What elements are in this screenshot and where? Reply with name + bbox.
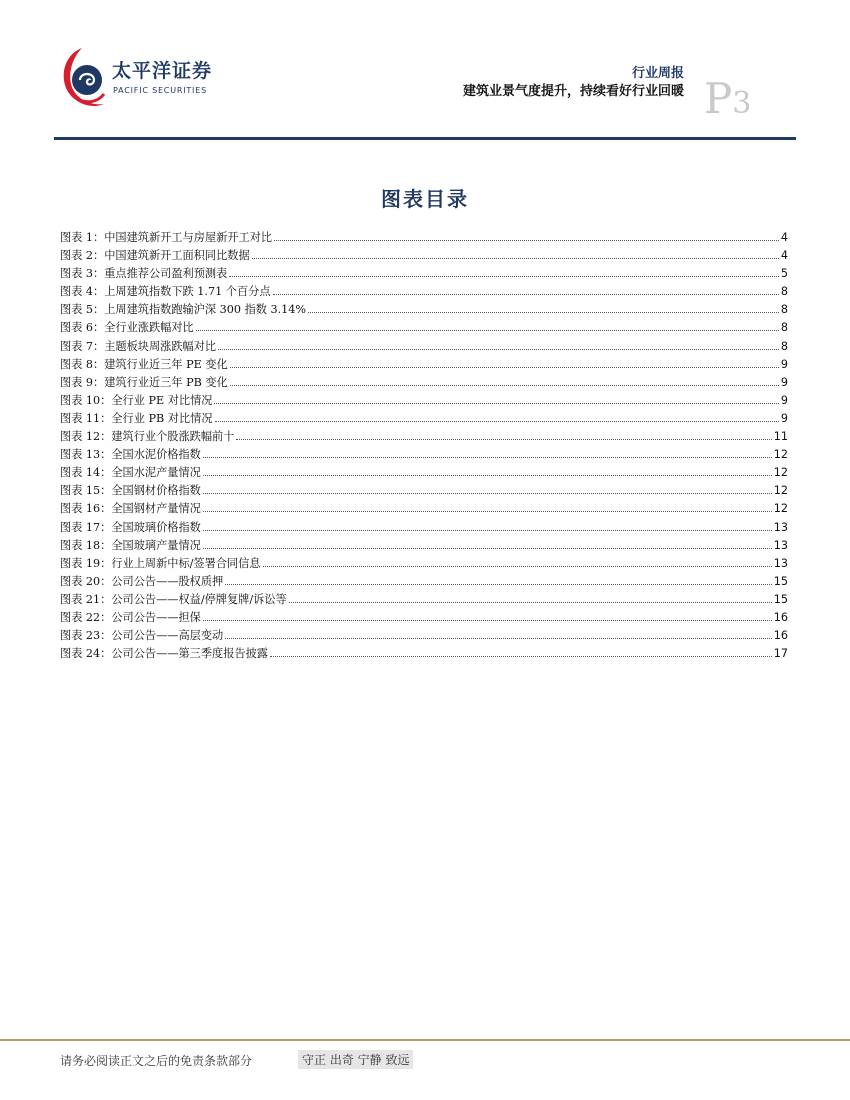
toc-entry-page: 12: [773, 502, 788, 516]
toc-entry-page: 13: [773, 520, 788, 534]
header-divider: [54, 137, 796, 140]
toc-entry[interactable]: [60, 264, 788, 282]
toc-entry[interactable]: [60, 554, 788, 572]
chart-index-list: [60, 228, 788, 662]
toc-entry-label: 图表 9：建筑行业近三年 PB 变化: [60, 375, 228, 389]
toc-entry-label: 图表 16：全国钢材产量情况: [60, 502, 201, 516]
toc-entry-label: 图表 8：建筑行业近三年 PE 变化: [60, 357, 228, 371]
toc-entry[interactable]: [60, 228, 788, 246]
toc-leader-dots: [203, 499, 772, 512]
toc-entry-label: 图表 12：建筑行业个股涨跌幅前十: [60, 430, 235, 444]
toc-entry-label: 图表 20：公司公告——股权质押: [60, 574, 224, 588]
toc-entry[interactable]: [60, 246, 788, 264]
toc-entry[interactable]: [60, 626, 788, 644]
toc-leader-dots: [225, 626, 772, 639]
toc-leader-dots: [214, 391, 778, 404]
toc-entry-label: 图表 3：重点推荐公司盈利预测表: [60, 267, 228, 281]
toc-leader-dots: [215, 409, 779, 422]
toc-leader-dots: [225, 572, 772, 585]
footer-disclaimer: 请务必阅读正文之后的免责条款部分: [60, 1054, 253, 1068]
page-letter: P: [704, 74, 733, 123]
toc-leader-dots: [270, 644, 772, 657]
toc-entry-page: 4: [780, 231, 788, 244]
toc-entry-label: 图表 18：全国玻璃产量情况: [60, 538, 201, 552]
toc-entry[interactable]: [60, 373, 788, 391]
toc-entry-label: 图表 5：上周建筑指数跑输沪深 300 指数 3.14%: [60, 303, 307, 317]
toc-entry-label: 图表 10：全行业 PE 对比情况: [60, 393, 213, 407]
toc-leader-dots: [229, 264, 779, 277]
toc-entry[interactable]: [60, 409, 788, 427]
toc-entry-label: 图表 6：全行业涨跌幅对比: [60, 321, 194, 335]
toc-entry[interactable]: [60, 427, 788, 445]
toc-entry-page: 4: [780, 249, 788, 263]
toc-leader-dots: [203, 518, 772, 531]
company-logo: [60, 44, 230, 112]
logo-english-name: PACIFIC SECURITIES: [113, 86, 207, 95]
page-number: [704, 74, 751, 123]
toc-entry-label: 图表 23：公司公告——高层变动: [60, 629, 224, 643]
toc-entry-page: 5: [780, 267, 788, 281]
toc-entry-label: 图表 2：中国建筑新开工面积同比数据: [60, 249, 250, 263]
toc-entry-page: 8: [780, 339, 788, 353]
toc-entry[interactable]: [60, 572, 788, 590]
toc-entry-page: 9: [780, 357, 788, 371]
toc-entry-label: 图表 7：主题板块周涨跌幅对比: [60, 339, 217, 353]
toc-entry-label: 图表 22：公司公告——担保: [60, 610, 201, 624]
toc-entry-label: 图表 15：全国钢材价格指数: [60, 484, 201, 498]
toc-title: 图表目录: [381, 187, 469, 211]
toc-entry-page: 9: [780, 393, 788, 407]
toc-entry[interactable]: [60, 590, 788, 608]
page-number-digit: 3: [732, 86, 752, 121]
report-title: 建筑业景气度提升，持续看好行业回暖: [462, 84, 684, 99]
toc-entry-label: 图表 21：公司公告——权益/停牌复牌/诉讼等: [60, 592, 287, 606]
toc-entry-page: 11: [773, 430, 788, 444]
toc-leader-dots: [203, 608, 772, 621]
toc-entry-label: 图表 13：全国水泥价格指数: [60, 448, 201, 462]
toc-entry[interactable]: [60, 463, 788, 481]
toc-leader-dots: [289, 590, 772, 603]
toc-leader-dots: [203, 445, 772, 458]
toc-entry-page: 9: [780, 411, 788, 425]
toc-leader-dots: [203, 536, 772, 549]
toc-entry[interactable]: [60, 391, 788, 409]
toc-entry-page: 13: [773, 538, 788, 552]
toc-entry[interactable]: [60, 355, 788, 373]
toc-entry[interactable]: [60, 300, 788, 318]
pacific-logo-icon: [60, 44, 110, 112]
toc-leader-dots: [273, 282, 779, 295]
toc-entry[interactable]: [60, 536, 788, 554]
toc-entry-page: 17: [773, 647, 788, 661]
toc-entry[interactable]: [60, 318, 788, 336]
toc-entry-label: 图表 17：全国玻璃价格指数: [60, 520, 201, 534]
toc-entry-label: 图表 24：公司公告——第三季度报告披露: [60, 647, 268, 661]
toc-entry[interactable]: [60, 644, 788, 662]
toc-entry-page: 16: [773, 610, 788, 624]
logo-chinese-name: 太平洋证券: [112, 60, 213, 82]
toc-entry-label: 图表 19：行业上周新中标/签署合同信息: [60, 556, 261, 570]
toc-entry-page: 8: [780, 303, 788, 317]
toc-leader-dots: [236, 427, 771, 440]
toc-entry[interactable]: [60, 481, 788, 499]
toc-entry[interactable]: [60, 337, 788, 355]
toc-entry-label: 图表 1：中国建筑新开工与房屋新开工对比: [60, 231, 273, 244]
toc-entry-page: 12: [773, 448, 788, 462]
toc-entry-page: 15: [773, 574, 788, 588]
toc-leader-dots: [230, 373, 779, 386]
toc-entry-label: 图表 14：全国水泥产量情况: [60, 466, 201, 480]
footer-divider: [0, 1039, 850, 1041]
toc-leader-dots: [218, 337, 779, 350]
toc-entry-page: 12: [773, 466, 788, 480]
toc-entry-page: 13: [773, 556, 788, 570]
toc-leader-dots: [274, 228, 779, 241]
toc-entry-label: 图表 11：全行业 PB 对比情况: [60, 411, 213, 425]
toc-entry-page: 12: [773, 484, 788, 498]
toc-leader-dots: [252, 246, 779, 259]
toc-leader-dots: [203, 463, 772, 476]
toc-entry[interactable]: [60, 282, 788, 300]
report-type: 行业周报: [631, 66, 684, 81]
toc-leader-dots: [196, 318, 779, 331]
toc-entry[interactable]: [60, 608, 788, 626]
toc-entry[interactable]: [60, 445, 788, 463]
toc-leader-dots: [263, 554, 772, 567]
toc-entry-page: 16: [773, 629, 788, 643]
toc-entry-label: 图表 4：上周建筑指数下跌 1.71 个百分点: [60, 285, 271, 299]
toc-entry[interactable]: [60, 518, 788, 536]
toc-leader-dots: [230, 355, 779, 368]
toc-leader-dots: [308, 300, 779, 313]
toc-entry-page: 8: [780, 285, 788, 299]
toc-entry-page: 9: [780, 375, 788, 389]
toc-entry-page: 8: [780, 321, 788, 335]
footer-motto: 守正 出奇 宁静 致远: [298, 1050, 413, 1069]
toc-leader-dots: [203, 481, 772, 494]
toc-entry-page: 15: [773, 592, 788, 606]
toc-entry[interactable]: [60, 499, 788, 517]
